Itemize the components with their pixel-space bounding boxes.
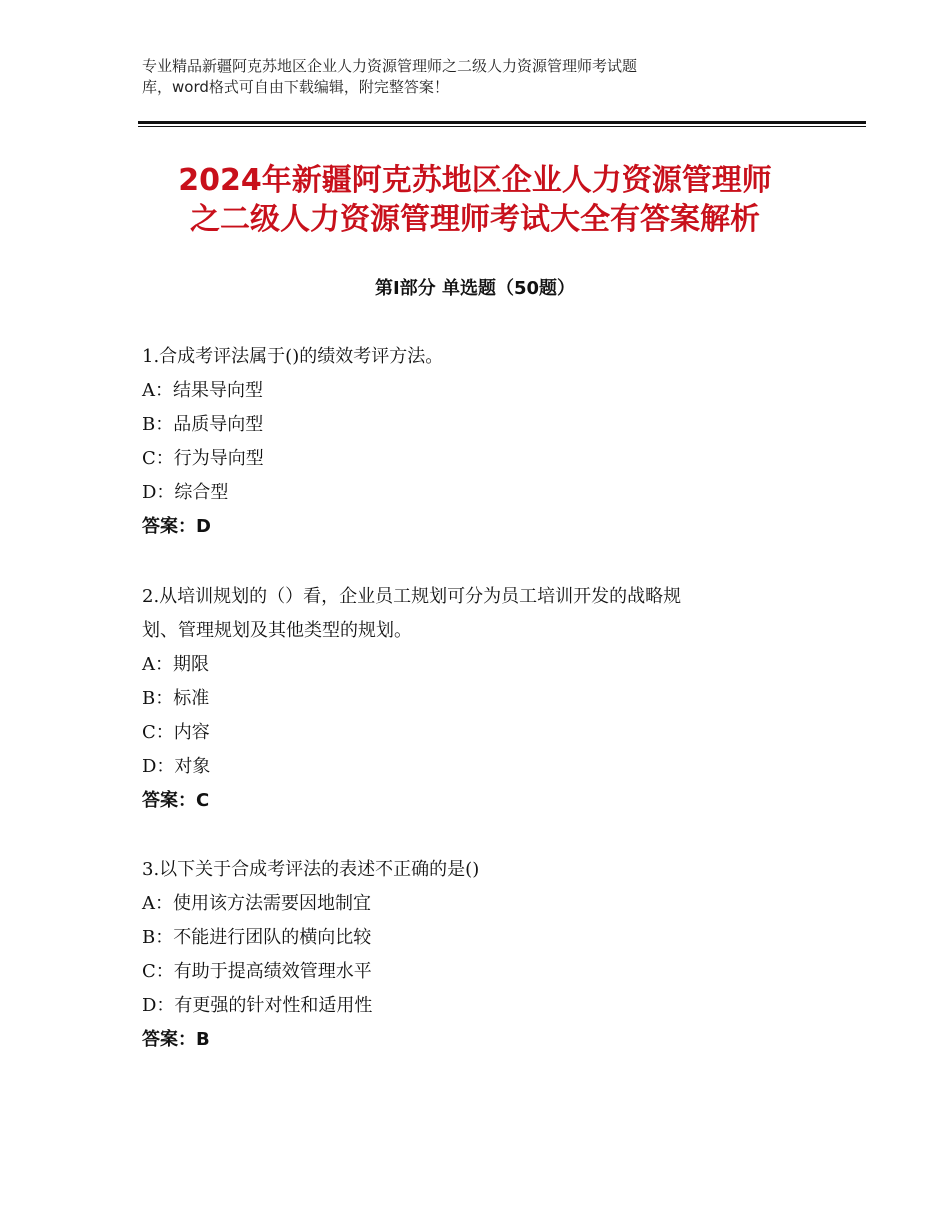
option-c: C：行为导向型 (142, 448, 264, 469)
header-note-line-1: 专业精品新疆阿克苏地区企业人力资源管理师之二级人力资源管理师考试题 (142, 57, 638, 75)
document-title-line-1: 2024年新疆阿克苏地区企业人力资源管理师 (178, 163, 772, 198)
question-3 (142, 853, 822, 1057)
question-2 (142, 580, 822, 818)
answer-line: 答案：B (142, 1029, 210, 1050)
header-divider-thin (138, 126, 866, 127)
option-d: D：对象 (142, 756, 211, 777)
question-stem: 3.以下关于合成考评法的表述不正确的是() (142, 859, 480, 880)
option-c: C：内容 (142, 722, 210, 743)
header-divider-thick (138, 121, 866, 124)
answer-line: 答案：C (142, 790, 210, 811)
question-stem: 1.合成考评法属于()的绩效考评方法。 (142, 346, 444, 367)
option-a: A：期限 (142, 654, 209, 675)
option-b: B：品质导向型 (142, 414, 264, 435)
header-note (142, 56, 802, 98)
option-b: B：标准 (142, 688, 210, 709)
option-d: D：综合型 (142, 482, 229, 503)
option-d: D：有更强的针对性和适用性 (142, 995, 373, 1016)
option-a: A：使用该方法需要因地制宜 (142, 893, 371, 914)
option-b: B：不能进行团队的横向比较 (142, 927, 372, 948)
question-stem-continued: 划、管理规划及其他类型的规划。 (142, 620, 412, 641)
section-title: 第Ⅰ部分 单选题（50题） (374, 278, 575, 299)
header-note-line-2: 库，word格式可自由下载编辑，附完整答案！ (142, 78, 449, 96)
document-title-line-2: 之二级人力资源管理师考试大全有答案解析 (190, 202, 760, 237)
answer-line: 答案：D (142, 516, 211, 537)
question-1 (142, 340, 822, 544)
question-stem: 2.从培训规划的（）看，企业员工规划可分为员工培训开发的战略规 (142, 586, 682, 607)
option-a: A：结果导向型 (142, 380, 263, 401)
option-c: C：有助于提高绩效管理水平 (142, 961, 372, 982)
document-title (100, 161, 850, 239)
